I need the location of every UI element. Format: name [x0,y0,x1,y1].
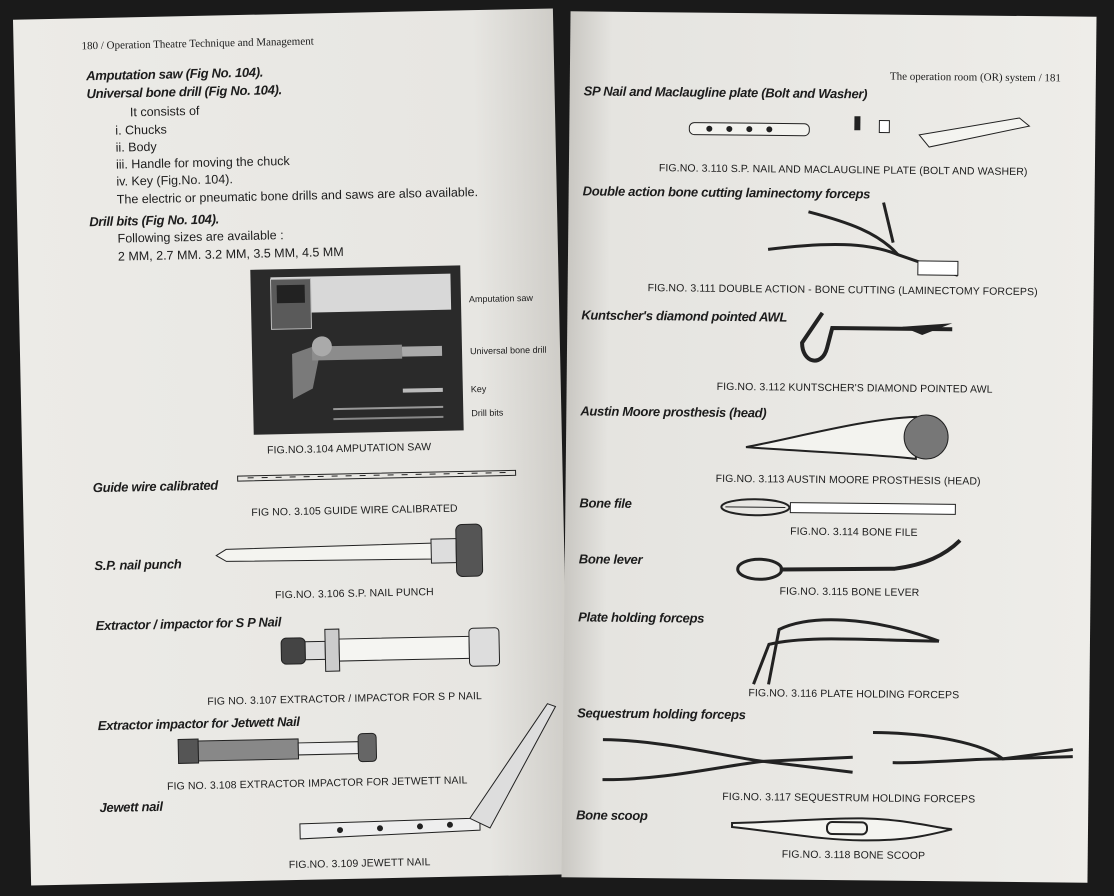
heading-austin-moore: Austin Moore prosthesis (head) [580,403,767,421]
caption-fig-111: FIG.NO. 3.111 DOUBLE ACTION - BONE CUTTING (LAMINECTOMY FORCEPS) [647,282,1038,299]
caption-fig-115: FIG.NO. 3.115 BONE LEVER [779,585,920,599]
label-amputation-saw: Amputation saw [468,292,534,305]
heading-bone-scoop: Bone scoop [576,807,648,824]
list-item: ii. Body [115,139,157,155]
heading-extractor-jetwett: Extractor impactor for Jetwett Nail [97,713,300,734]
right-page [561,11,1096,882]
caption-fig-112: FIG.NO. 3.112 KUNTSCHER'S DIAMOND POINTED AWL [716,380,993,396]
sequestrum-forceps-drawing [602,730,1083,795]
list-item: iv. Key (Fig.No. 104). [116,172,234,189]
left-page [13,8,571,885]
caption-fig-117: FIG.NO. 3.117 SEQUESTRUM HOLDING FORCEPS [722,790,976,806]
bone-file-drawing [720,495,960,522]
bone-lever-drawing [735,533,966,585]
caption-fig-118: FIG.NO. 3.118 BONE SCOOP [781,848,926,863]
extractor-sp-drawing [281,617,512,682]
heading-plate-forceps: Plate holding forceps [578,609,705,626]
consists-text: It consists of [129,103,200,120]
guide-wire-drawing [238,467,518,485]
amputation-saw-photo [250,265,463,434]
caption-fig-107: FIG NO. 3.107 EXTRACTOR / IMPACTOR FOR S P NAIL [207,690,483,708]
caption-fig-106: FIG.NO. 3.106 S.P. NAIL PUNCH [274,586,434,602]
heading-double-action: Double action bone cutting laminectomy forceps [582,183,871,202]
kuntscher-awl-drawing [802,308,963,380]
caption-fig-116: FIG.NO. 3.116 PLATE HOLDING FORCEPS [748,687,960,702]
heading-universal-bone-drill: Universal bone drill (Fig No. 104). [86,82,283,102]
bone-scoop-drawing [732,813,952,845]
heading-amputation-saw: Amputation saw (Fig No. 104). [86,64,264,84]
label-key: Key [470,383,487,395]
heading-drill-bits: Drill bits (Fig No. 104). [89,211,220,230]
sp-nail-punch-drawing [216,520,487,586]
right-page-header: The operation room (OR) system / 181 [889,70,1062,85]
jewett-nail-drawing [297,698,560,853]
label-universal-bone-drill: Universal bone drill [469,344,547,357]
amputation-saw-drawing [250,265,463,434]
heading-extractor-sp: Extractor / impactor for S P Nail [95,614,282,634]
heading-guide-wire: Guide wire calibrated [92,477,219,496]
caption-fig-109: FIG.NO. 3.109 JEWETT NAIL [288,856,431,872]
sizes-intro-text: Following sizes are available : [117,228,284,246]
heading-jewett-nail: Jewett nail [99,798,163,816]
heading-bone-file: Bone file [579,495,632,511]
caption-fig-105: FIG NO. 3.105 GUIDE WIRE CALIBRATED [251,502,458,519]
label-drill-bits: Drill bits [471,407,504,419]
sp-nail-plate-drawing [689,105,1050,159]
electric-drills-text: The electric or pneumatic bone drills and saws are also available. [116,185,479,207]
heading-kuntscher-awl: Kuntscher's diamond pointed AWL [581,307,788,325]
heading-sp-nail-plate: SP Nail and Maclaugline plate (Bolt and Washer) [583,83,868,102]
heading-bone-lever: Bone lever [578,551,643,568]
caption-fig-113: FIG.NO. 3.113 AUSTIN MOORE PROSTHESIS (HEAD) [715,472,981,488]
double-action-forceps-drawing [768,201,969,283]
heading-sequestrum: Sequestrum holding forceps [577,705,746,723]
heading-sp-nail-punch: S.P. nail punch [94,556,182,574]
caption-fig-110: FIG.NO. 3.110 S.P. NAIL AND MACLAUGLINE PLATE (BOLT AND WASHER) [658,162,1028,179]
sizes-text: 2 MM, 2.7 MM. 3.2 MM, 3.5 MM, 4.5 MM [117,244,344,264]
caption-fig-108: FIG NO. 3.108 EXTRACTOR IMPACTOR FOR JETWETT NAIL [166,774,468,793]
austin-moore-drawing [746,407,947,469]
left-page-header: 180 / Operation Theatre Technique and Management [81,35,314,53]
list-item: i. Chucks [115,122,167,138]
plate-forceps-drawing [748,609,949,691]
caption-fig-104: FIG.NO.3.104 AMPUTATION SAW [266,441,432,457]
caption-fig-114: FIG.NO. 3.114 BONE FILE [790,525,918,539]
list-item: iii. Handle for moving the chuck [115,153,290,172]
